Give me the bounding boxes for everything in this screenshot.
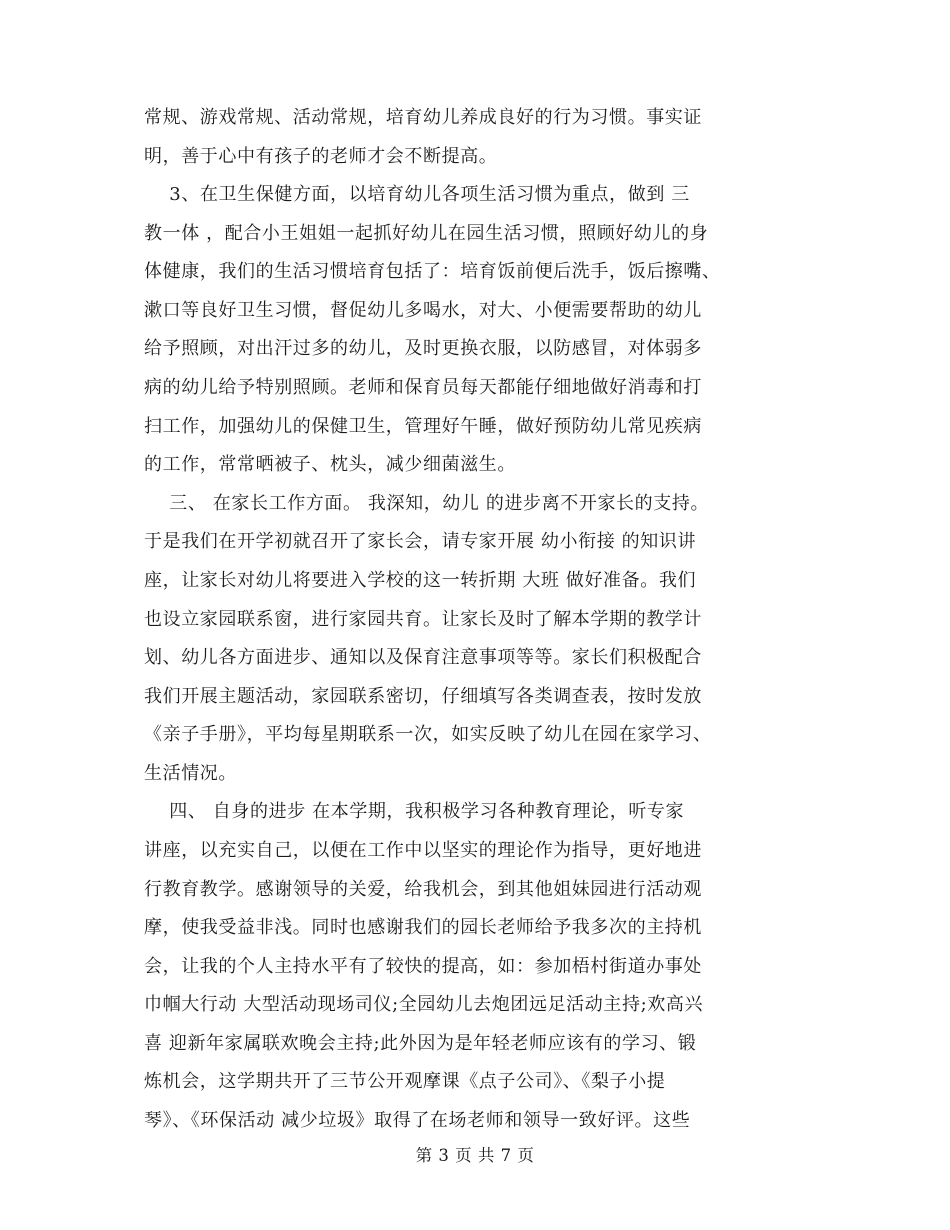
text-line: 巾帼大行动 大型活动现场司仪;全园幼儿去炮团远足活动主持;欢高兴 (144, 994, 704, 1015)
text-line: 《亲子手册》，平均每星期联系一次，如实反映了幼儿在园在家学习、 (144, 724, 712, 745)
text-line: 划、幼儿各方面进步、通知以及保育注意事项等等。家长们积极配合 (144, 647, 702, 668)
text-line: 会，让我的个人主持水平有了较快的提高，如：参加梧村街道办事处 (144, 956, 702, 977)
text-line: 四、 自身的进步 在本学期，我积极学习各种教育理论，听专家 (144, 801, 685, 822)
text-line: 生活情况。 (144, 763, 237, 784)
text-line: 的工作，常常晒被子、枕头，减少细菌滋生。 (144, 454, 516, 475)
text-line: 喜 迎新年家属联欢晚会主持;此外因为是年轻老师应该有的学习、锻 (144, 1033, 697, 1054)
text-line: 也设立家园联系窗，进行家园共育。让家长及时了解本学期的教学计 (144, 609, 702, 630)
text-line: 讲座，以充实自己，以便在工作中以坚实的理论作为指导，更好地进 (144, 840, 702, 861)
text-line: 行教育教学。感谢领导的关爱，给我机会，到其他姐妹园进行活动观 (144, 879, 702, 900)
text-line: 扫工作，加强幼儿的保健卫生，管理好午睡，做好预防幼儿常见疾病 (144, 416, 702, 437)
text-line: 常规、游戏常规、活动常规，培育幼儿养成良好的行为习惯。事实证 (144, 107, 702, 128)
text-line: 炼机会，这学期共开了三节公开观摩课《点子公司》、《梨子小提 (144, 1071, 666, 1092)
text-line: 病的幼儿给予特别照顾。老师和保育员每天都能仔细地做好消毒和打 (144, 377, 702, 398)
text-line: 体健康，我们的生活习惯培育包括了：培育饭前便后洗手，饭后擦嘴、 (144, 261, 721, 282)
text-line: 明，善于心中有孩子的老师才会不断提高。 (144, 146, 498, 167)
text-line: 给予照顾，对出汗过多的幼儿，及时更换衣服，以防感冒，对体弱多 (144, 338, 702, 359)
page-footer: 第 3 页 共 7 页 (415, 1146, 535, 1165)
text-line: 摩，使我受益非浅。同时也感谢我们的园长老师给予我多次的主持机 (144, 917, 702, 938)
text-line: 我们开展主题活动，家园联系密切，仔细填写各类调查表，按时发放 (144, 686, 702, 707)
text-line: 三、 在家长工作方面。 我深知，幼儿 的进步离不开家长的支持。 (144, 493, 710, 514)
text-line: 于是我们在开学初就召开了家长会，请专家开展 幼小衔接 的知识讲 (144, 531, 697, 552)
text-line: 座，让家长对幼儿将要进入学校的这一转折期 大班 做好准备。我们 (144, 570, 697, 591)
text-line: 教一体 ，配合小王姐姐一起抓好幼儿在园生活习惯，照顾好幼儿的身 (144, 223, 709, 244)
text-line: 漱口等良好卫生习惯，督促幼儿多喝水，对大、小便需要帮助的幼儿 (144, 300, 702, 321)
text-line: 琴》、《环保活动 减少垃圾》取得了在场老师和领导一致好评。这些 (144, 1110, 691, 1131)
text-line: 3、在卫生保健方面，以培育幼儿各项生活习惯为重点，做到 三 (144, 184, 690, 205)
